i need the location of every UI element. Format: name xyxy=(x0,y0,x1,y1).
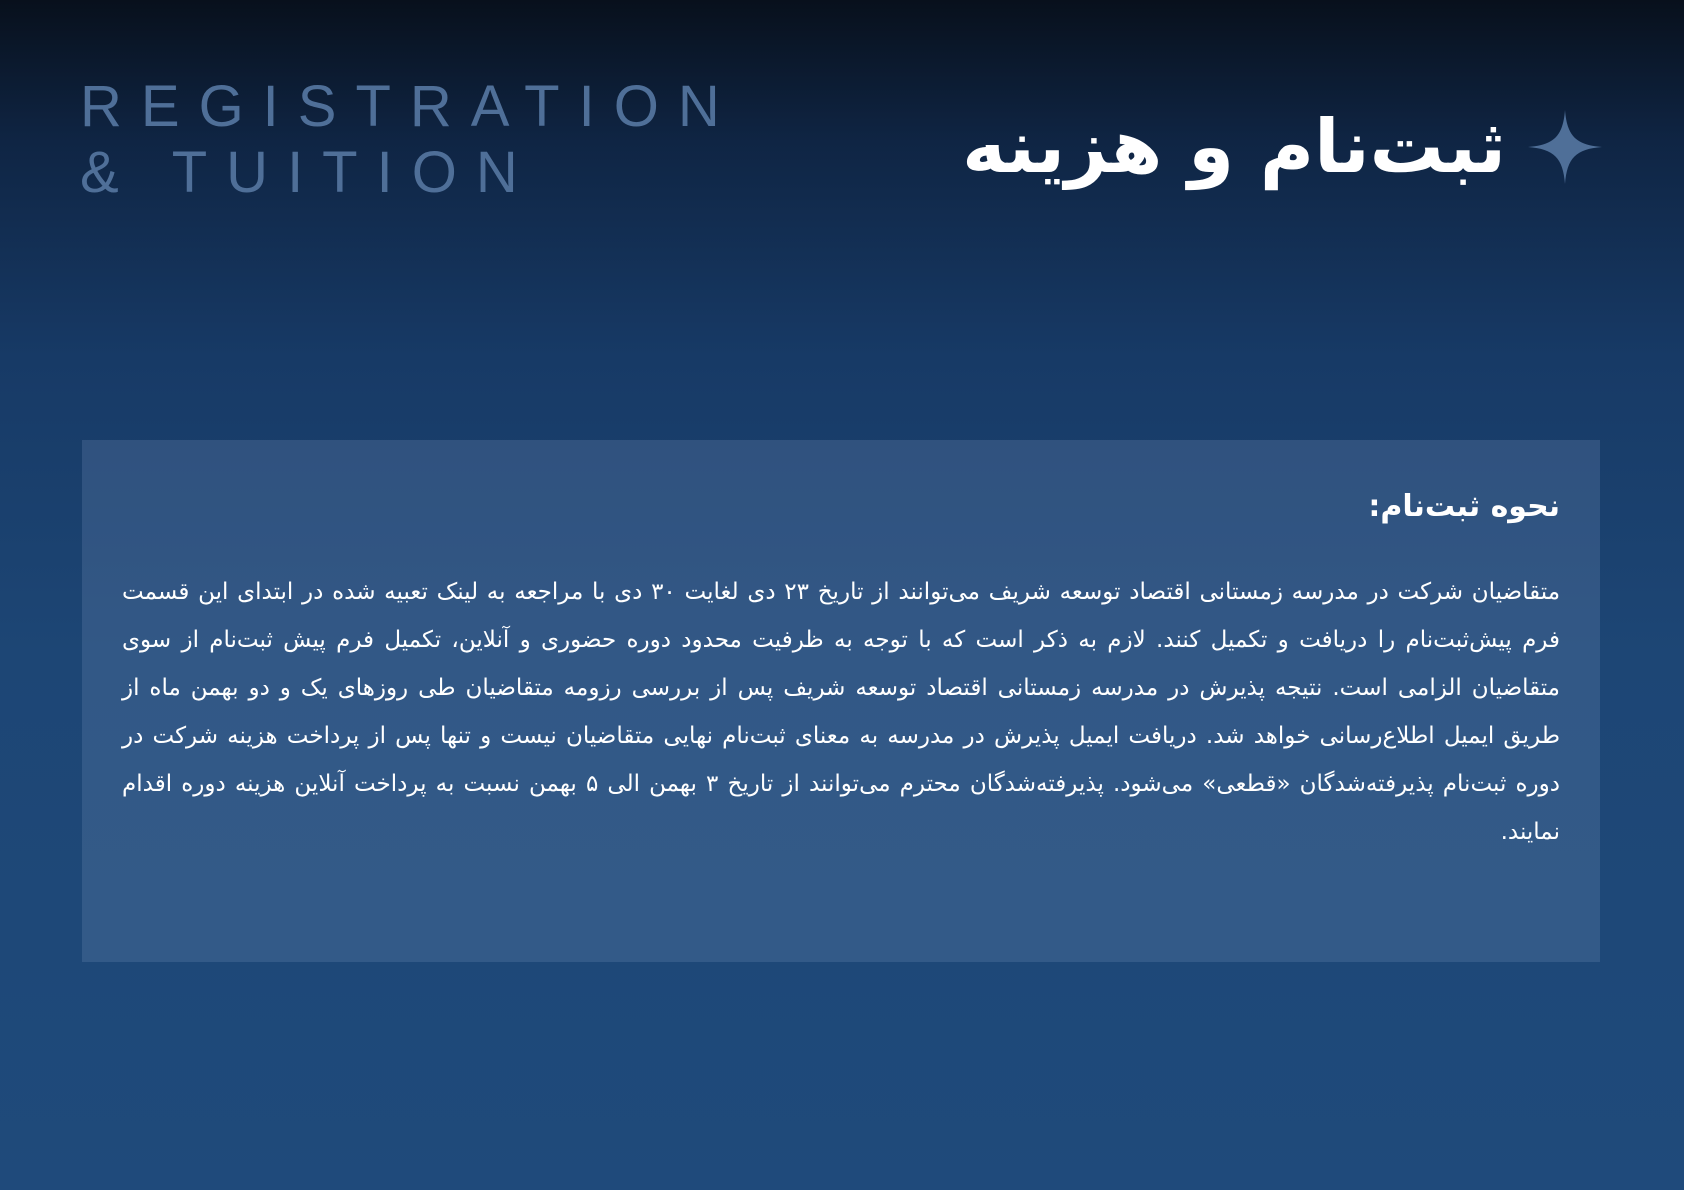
card-body-text: متقاضیان شرکت در مدرسه زمستانی اقتصاد توسعه شریف می‌توانند از تاریخ ۲۳ دی لغایت ۳۰ دی با مراجعه به لینک تعبیه شده در ابتدای این قسمت فرم پیش‌ثبت‌نام را دریافت و تکمیل کنند. لازم به ذکر است که با توجه به ظرفیت محدود دوره حضوری و آنلاین، تکمیل فرم پیش ثبت‌نام از سوی متقاضیان الزامی است. نتیجه پذیرش در مدرسه زمستانی اقتصاد توسعه شریف پس از بررسی رزومه متقاضیان طی روزهای یک و دو بهمن ماه از طریق ایمیل اطلاع‌رسانی خواهد شد. دریافت ایمیل پذیرش در مدرسه به معنای ثبت‌نام نهایی متقاضیان نیست و تنها پس از پرداخت هزینه شرکت در دوره ثبت‌نام پذیرفته‌شدگان «قطعی» می‌شود. پذیرفته‌شدگان محترم می‌توانند از تاریخ ۳ بهمن الی ۵ بهمن نسبت به پرداخت آنلاین هزینه دوره اقدام نمایند. xyxy=(122,579,1561,845)
four-point-star-icon xyxy=(1528,110,1602,184)
registration-info-card xyxy=(82,440,1600,962)
english-title-line-2: & TUITION xyxy=(80,140,537,205)
english-title-line-1: REGISTRATION xyxy=(80,74,739,139)
card-heading: نحوه ثبت‌نام: xyxy=(1368,489,1560,524)
english-title xyxy=(80,74,739,206)
persian-title: ثبت‌نام و هزینه xyxy=(962,104,1506,190)
